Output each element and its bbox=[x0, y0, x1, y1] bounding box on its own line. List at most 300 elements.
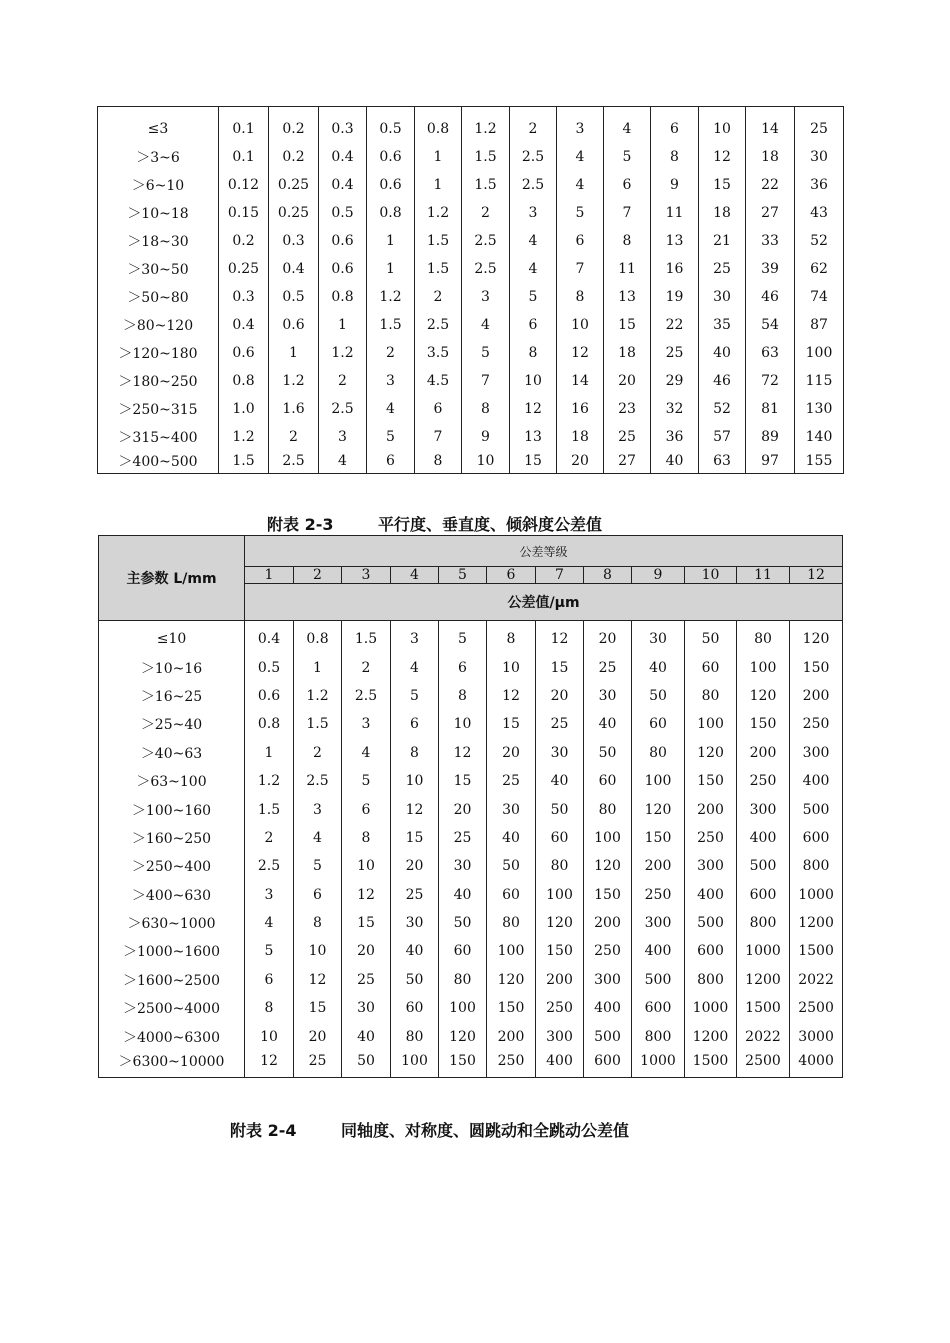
value-cell: 0.6 bbox=[367, 171, 415, 199]
value-cell: 0.3 bbox=[219, 283, 269, 311]
value-cell: 250 bbox=[487, 1051, 536, 1078]
value-cell: 25 bbox=[342, 966, 391, 994]
value-cell: 87 bbox=[795, 311, 844, 339]
value-cell: 8 bbox=[342, 824, 391, 852]
value-cell: 13 bbox=[651, 227, 699, 255]
value-cell: 100 bbox=[536, 881, 584, 909]
value-cell: 0.3 bbox=[319, 107, 367, 144]
table-row bbox=[99, 852, 843, 880]
value-cell: 2.5 bbox=[319, 395, 367, 423]
value-cell: 0.8 bbox=[245, 710, 294, 738]
value-cell: 1.2 bbox=[245, 767, 294, 795]
value-cell: 1.2 bbox=[462, 107, 510, 144]
value-cell: 5 bbox=[367, 423, 415, 451]
value-cell: 300 bbox=[632, 909, 685, 937]
value-cell: 2.5 bbox=[342, 682, 391, 710]
value-cell: 800 bbox=[632, 1022, 685, 1050]
range-cell: ＞2500~4000 bbox=[99, 994, 245, 1022]
value-cell: 8 bbox=[439, 682, 487, 710]
value-cell: 40 bbox=[487, 824, 536, 852]
value-cell: 4 bbox=[510, 255, 557, 283]
value-cell: 2022 bbox=[737, 1022, 790, 1050]
value-cell: 2 bbox=[510, 107, 557, 144]
value-cell: 300 bbox=[536, 1022, 584, 1050]
range-cell: ＞6~10 bbox=[98, 171, 219, 199]
value-cell: 5 bbox=[462, 339, 510, 367]
value-cell: 3 bbox=[557, 107, 604, 144]
value-cell: 3.5 bbox=[415, 339, 462, 367]
value-cell: 52 bbox=[699, 395, 746, 423]
value-cell: 0.2 bbox=[269, 143, 319, 171]
value-cell: 2.5 bbox=[245, 852, 294, 880]
value-cell: 4 bbox=[557, 143, 604, 171]
value-cell: 30 bbox=[439, 852, 487, 880]
value-cell: 57 bbox=[699, 423, 746, 451]
value-cell: 140 bbox=[795, 423, 844, 451]
value-cell: 60 bbox=[632, 710, 685, 738]
value-cell: 80 bbox=[685, 682, 737, 710]
value-cell: 4.5 bbox=[415, 367, 462, 395]
value-cell: 3 bbox=[462, 283, 510, 311]
value-cell: 1000 bbox=[685, 994, 737, 1022]
value-cell: 3 bbox=[294, 795, 342, 823]
value-cell: 400 bbox=[685, 881, 737, 909]
value-cell: 20 bbox=[557, 451, 604, 474]
value-cell: 25 bbox=[294, 1051, 342, 1078]
table-row bbox=[99, 824, 843, 852]
range-cell: ＞30~50 bbox=[98, 255, 219, 283]
value-cell: 0.8 bbox=[319, 283, 367, 311]
value-cell: 4 bbox=[245, 909, 294, 937]
value-cell: 0.5 bbox=[319, 199, 367, 227]
range-cell: ＞80~120 bbox=[98, 311, 219, 339]
value-cell: 0.4 bbox=[319, 171, 367, 199]
table-row bbox=[98, 395, 844, 423]
value-cell: 21 bbox=[699, 227, 746, 255]
value-cell: 400 bbox=[536, 1051, 584, 1078]
value-cell: 100 bbox=[391, 1051, 439, 1078]
value-cell: 6 bbox=[604, 171, 651, 199]
value-cell: 6 bbox=[294, 881, 342, 909]
value-cell: 2 bbox=[269, 423, 319, 451]
value-cell: 43 bbox=[795, 199, 844, 227]
value-cell: 46 bbox=[699, 367, 746, 395]
value-cell: 7 bbox=[462, 367, 510, 395]
value-cell: 1000 bbox=[790, 881, 843, 909]
value-cell: 3 bbox=[342, 710, 391, 738]
value-cell: 25 bbox=[439, 824, 487, 852]
value-cell: 6 bbox=[391, 710, 439, 738]
value-cell: 150 bbox=[439, 1051, 487, 1078]
range-cell: ＞1600~2500 bbox=[99, 966, 245, 994]
value-cell: 25 bbox=[487, 767, 536, 795]
table1-body bbox=[98, 107, 844, 474]
value-cell: 2.5 bbox=[462, 255, 510, 283]
value-cell: 4 bbox=[367, 395, 415, 423]
value-cell: 20 bbox=[391, 852, 439, 880]
value-cell: 4000 bbox=[790, 1051, 843, 1078]
value-cell: 63 bbox=[746, 339, 795, 367]
value-cell: 2500 bbox=[737, 1051, 790, 1078]
value-cell: 13 bbox=[604, 283, 651, 311]
value-cell: 10 bbox=[439, 710, 487, 738]
table-row bbox=[98, 423, 844, 451]
value-cell: 4 bbox=[557, 171, 604, 199]
value-cell: 15 bbox=[699, 171, 746, 199]
value-cell: 1.0 bbox=[219, 395, 269, 423]
range-cell: ＞10~16 bbox=[99, 653, 245, 681]
range-cell: ≤10 bbox=[99, 621, 245, 654]
value-cell: 20 bbox=[342, 937, 391, 965]
value-cell: 15 bbox=[439, 767, 487, 795]
value-cell: 150 bbox=[685, 767, 737, 795]
tolerance-table-continued bbox=[97, 106, 844, 474]
table-row bbox=[98, 367, 844, 395]
value-cell: 1.5 bbox=[219, 451, 269, 474]
value-cell: 120 bbox=[487, 966, 536, 994]
value-cell: 19 bbox=[651, 283, 699, 311]
value-cell: 2.5 bbox=[269, 451, 319, 474]
value-cell: 500 bbox=[632, 966, 685, 994]
range-cell: ＞10~18 bbox=[98, 199, 219, 227]
value-cell: 60 bbox=[391, 994, 439, 1022]
range-cell: ＞400~630 bbox=[99, 881, 245, 909]
unit-header: 公差值/μm bbox=[245, 584, 843, 621]
value-cell: 2500 bbox=[790, 994, 843, 1022]
value-cell: 0.4 bbox=[219, 311, 269, 339]
value-cell: 12 bbox=[342, 881, 391, 909]
value-cell: 33 bbox=[746, 227, 795, 255]
value-cell: 13 bbox=[510, 423, 557, 451]
value-cell: 18 bbox=[699, 199, 746, 227]
table-row bbox=[99, 710, 843, 738]
value-cell: 500 bbox=[584, 1022, 632, 1050]
value-cell: 20 bbox=[604, 367, 651, 395]
value-cell: 6 bbox=[342, 795, 391, 823]
value-cell: 3 bbox=[245, 881, 294, 909]
range-cell: ＞16~25 bbox=[99, 682, 245, 710]
value-cell: 50 bbox=[536, 795, 584, 823]
value-cell: 32 bbox=[651, 395, 699, 423]
value-cell: 8 bbox=[510, 339, 557, 367]
value-cell: 200 bbox=[487, 1022, 536, 1050]
value-cell: 1.5 bbox=[462, 143, 510, 171]
value-cell: 4 bbox=[342, 739, 391, 767]
value-cell: 1 bbox=[367, 255, 415, 283]
value-cell: 80 bbox=[584, 795, 632, 823]
range-cell: ＞250~315 bbox=[98, 395, 219, 423]
table-row bbox=[98, 255, 844, 283]
value-cell: 15 bbox=[294, 994, 342, 1022]
value-cell: 1000 bbox=[632, 1051, 685, 1078]
value-cell: 1.5 bbox=[367, 311, 415, 339]
table-row bbox=[98, 311, 844, 339]
value-cell: 155 bbox=[795, 451, 844, 474]
value-cell: 250 bbox=[685, 824, 737, 852]
value-cell: 25 bbox=[699, 255, 746, 283]
value-cell: 1 bbox=[367, 227, 415, 255]
value-cell: 52 bbox=[795, 227, 844, 255]
value-cell: 800 bbox=[737, 909, 790, 937]
value-cell: 20 bbox=[294, 1022, 342, 1050]
value-cell: 1200 bbox=[790, 909, 843, 937]
value-cell: 40 bbox=[342, 1022, 391, 1050]
value-cell: 0.4 bbox=[269, 255, 319, 283]
value-cell: 200 bbox=[685, 795, 737, 823]
value-cell: 200 bbox=[790, 682, 843, 710]
value-cell: 0.5 bbox=[245, 653, 294, 681]
value-cell: 10 bbox=[391, 767, 439, 795]
value-cell: 10 bbox=[294, 937, 342, 965]
grade-header-cell: 12 bbox=[790, 567, 843, 584]
value-cell: 120 bbox=[685, 739, 737, 767]
value-cell: 4 bbox=[510, 227, 557, 255]
range-cell: ＞100~160 bbox=[99, 795, 245, 823]
value-cell: 1.5 bbox=[342, 621, 391, 654]
value-cell: 40 bbox=[536, 767, 584, 795]
value-cell: 8 bbox=[487, 621, 536, 654]
value-cell: 100 bbox=[439, 994, 487, 1022]
value-cell: 30 bbox=[795, 143, 844, 171]
value-cell: 30 bbox=[487, 795, 536, 823]
value-cell: 120 bbox=[737, 682, 790, 710]
value-cell: 0.6 bbox=[245, 682, 294, 710]
value-cell: 30 bbox=[699, 283, 746, 311]
value-cell: 200 bbox=[737, 739, 790, 767]
value-cell: 12 bbox=[510, 395, 557, 423]
value-cell: 1.6 bbox=[269, 395, 319, 423]
table-row bbox=[98, 339, 844, 367]
value-cell: 2022 bbox=[790, 966, 843, 994]
value-cell: 40 bbox=[584, 710, 632, 738]
value-cell: 2 bbox=[415, 283, 462, 311]
value-cell: 100 bbox=[487, 937, 536, 965]
value-cell: 50 bbox=[391, 966, 439, 994]
value-cell: 115 bbox=[795, 367, 844, 395]
range-cell: ＞180~250 bbox=[98, 367, 219, 395]
value-cell: 6 bbox=[651, 107, 699, 144]
value-cell: 1 bbox=[269, 339, 319, 367]
value-cell: 2.5 bbox=[510, 171, 557, 199]
value-cell: 3000 bbox=[790, 1022, 843, 1050]
value-cell: 36 bbox=[795, 171, 844, 199]
value-cell: 10 bbox=[342, 852, 391, 880]
value-cell: 89 bbox=[746, 423, 795, 451]
value-cell: 1.2 bbox=[319, 339, 367, 367]
value-cell: 2.5 bbox=[415, 311, 462, 339]
value-cell: 16 bbox=[651, 255, 699, 283]
range-cell: ＞4000~6300 bbox=[99, 1022, 245, 1050]
value-cell: 25 bbox=[604, 423, 651, 451]
table-row bbox=[99, 653, 843, 681]
value-cell: 18 bbox=[604, 339, 651, 367]
value-cell: 16 bbox=[557, 395, 604, 423]
table-row bbox=[98, 143, 844, 171]
value-cell: 120 bbox=[584, 852, 632, 880]
value-cell: 80 bbox=[487, 909, 536, 937]
value-cell: 0.1 bbox=[219, 107, 269, 144]
value-cell: 150 bbox=[632, 824, 685, 852]
table-row bbox=[99, 966, 843, 994]
value-cell: 1.2 bbox=[219, 423, 269, 451]
value-cell: 30 bbox=[632, 621, 685, 654]
value-cell: 400 bbox=[632, 937, 685, 965]
value-cell: 100 bbox=[685, 710, 737, 738]
value-cell: 0.25 bbox=[269, 171, 319, 199]
value-cell: 1.2 bbox=[269, 367, 319, 395]
value-cell: 40 bbox=[632, 653, 685, 681]
value-cell: 8 bbox=[557, 283, 604, 311]
value-cell: 600 bbox=[790, 824, 843, 852]
value-cell: 600 bbox=[685, 937, 737, 965]
value-cell: 27 bbox=[604, 451, 651, 474]
range-cell: ＞630~1000 bbox=[99, 909, 245, 937]
value-cell: 12 bbox=[294, 966, 342, 994]
value-cell: 2 bbox=[245, 824, 294, 852]
value-cell: 600 bbox=[584, 1051, 632, 1078]
value-cell: 1.5 bbox=[415, 255, 462, 283]
range-cell: ＞50~80 bbox=[98, 283, 219, 311]
table-row bbox=[98, 283, 844, 311]
value-cell: 50 bbox=[487, 852, 536, 880]
value-cell: 0.12 bbox=[219, 171, 269, 199]
value-cell: 1.5 bbox=[245, 795, 294, 823]
value-cell: 500 bbox=[685, 909, 737, 937]
table-row bbox=[98, 451, 844, 474]
value-cell: 4 bbox=[319, 451, 367, 474]
table-row bbox=[99, 1022, 843, 1050]
value-cell: 25 bbox=[584, 653, 632, 681]
value-cell: 9 bbox=[462, 423, 510, 451]
value-cell: 20 bbox=[536, 682, 584, 710]
value-cell: 3 bbox=[367, 367, 415, 395]
value-cell: 25 bbox=[391, 881, 439, 909]
value-cell: 7 bbox=[415, 423, 462, 451]
value-cell: 39 bbox=[746, 255, 795, 283]
value-cell: 800 bbox=[790, 852, 843, 880]
value-cell: 0.8 bbox=[294, 621, 342, 654]
value-cell: 0.2 bbox=[219, 227, 269, 255]
value-cell: 50 bbox=[632, 682, 685, 710]
value-cell: 54 bbox=[746, 311, 795, 339]
value-cell: 100 bbox=[584, 824, 632, 852]
range-cell: ＞18~30 bbox=[98, 227, 219, 255]
value-cell: 20 bbox=[487, 739, 536, 767]
value-cell: 1.5 bbox=[462, 171, 510, 199]
value-cell: 600 bbox=[632, 994, 685, 1022]
value-cell: 250 bbox=[536, 994, 584, 1022]
table-row bbox=[99, 795, 843, 823]
value-cell: 120 bbox=[439, 1022, 487, 1050]
value-cell: 8 bbox=[245, 994, 294, 1022]
value-cell: 7 bbox=[604, 199, 651, 227]
value-cell: 0.6 bbox=[269, 311, 319, 339]
value-cell: 8 bbox=[415, 451, 462, 474]
value-cell: 1.5 bbox=[415, 227, 462, 255]
grade-header-cell: 4 bbox=[391, 567, 439, 584]
value-cell: 250 bbox=[584, 937, 632, 965]
value-cell: 5 bbox=[510, 283, 557, 311]
value-cell: 4 bbox=[604, 107, 651, 144]
value-cell: 150 bbox=[487, 994, 536, 1022]
value-cell: 15 bbox=[604, 311, 651, 339]
value-cell: 4 bbox=[462, 311, 510, 339]
value-cell: 150 bbox=[536, 937, 584, 965]
table-row bbox=[99, 937, 843, 965]
value-cell: 0.6 bbox=[219, 339, 269, 367]
value-cell: 0.8 bbox=[219, 367, 269, 395]
value-cell: 1.2 bbox=[294, 682, 342, 710]
value-cell: 97 bbox=[746, 451, 795, 474]
value-cell: 50 bbox=[584, 739, 632, 767]
value-cell: 1 bbox=[294, 653, 342, 681]
value-cell: 46 bbox=[746, 283, 795, 311]
value-cell: 60 bbox=[685, 653, 737, 681]
value-cell: 15 bbox=[342, 909, 391, 937]
value-cell: 18 bbox=[746, 143, 795, 171]
value-cell: 10 bbox=[245, 1022, 294, 1050]
value-cell: 10 bbox=[487, 653, 536, 681]
value-cell: 200 bbox=[584, 909, 632, 937]
value-cell: 2.5 bbox=[510, 143, 557, 171]
value-cell: 35 bbox=[699, 311, 746, 339]
value-cell: 10 bbox=[510, 367, 557, 395]
value-cell: 80 bbox=[632, 739, 685, 767]
value-cell: 23 bbox=[604, 395, 651, 423]
value-cell: 12 bbox=[536, 621, 584, 654]
table-row bbox=[99, 767, 843, 795]
value-cell: 100 bbox=[795, 339, 844, 367]
table-row bbox=[99, 909, 843, 937]
value-cell: 0.4 bbox=[319, 143, 367, 171]
caption-table-2-3: 附表 2-3 平行度、垂直度、倾斜度公差值 bbox=[267, 515, 603, 534]
value-cell: 6 bbox=[439, 653, 487, 681]
value-cell: 1.5 bbox=[294, 710, 342, 738]
caption-table-2-4: 附表 2-4 同轴度、对称度、圆跳动和全跳动公差值 bbox=[230, 1121, 630, 1140]
value-cell: 22 bbox=[651, 311, 699, 339]
value-cell: 29 bbox=[651, 367, 699, 395]
value-cell: 8 bbox=[462, 395, 510, 423]
value-cell: 50 bbox=[439, 909, 487, 937]
value-cell: 9 bbox=[651, 171, 699, 199]
value-cell: 72 bbox=[746, 367, 795, 395]
value-cell: 1500 bbox=[790, 937, 843, 965]
value-cell: 5 bbox=[439, 621, 487, 654]
value-cell: 18 bbox=[557, 423, 604, 451]
table-row bbox=[98, 199, 844, 227]
value-cell: 60 bbox=[536, 824, 584, 852]
value-cell: 30 bbox=[536, 739, 584, 767]
value-cell: 15 bbox=[487, 710, 536, 738]
value-cell: 36 bbox=[651, 423, 699, 451]
value-cell: 2 bbox=[367, 339, 415, 367]
value-cell: 25 bbox=[651, 339, 699, 367]
value-cell: 120 bbox=[536, 909, 584, 937]
value-cell: 6 bbox=[367, 451, 415, 474]
table-row bbox=[99, 621, 843, 654]
value-cell: 40 bbox=[439, 881, 487, 909]
value-cell: 80 bbox=[391, 1022, 439, 1050]
table-row bbox=[98, 227, 844, 255]
table-row bbox=[99, 994, 843, 1022]
value-cell: 30 bbox=[391, 909, 439, 937]
grade-header-cell: 1 bbox=[245, 567, 294, 584]
value-cell: 30 bbox=[584, 682, 632, 710]
value-cell: 300 bbox=[685, 852, 737, 880]
value-cell: 0.15 bbox=[219, 199, 269, 227]
value-cell: 12 bbox=[487, 682, 536, 710]
value-cell: 60 bbox=[584, 767, 632, 795]
